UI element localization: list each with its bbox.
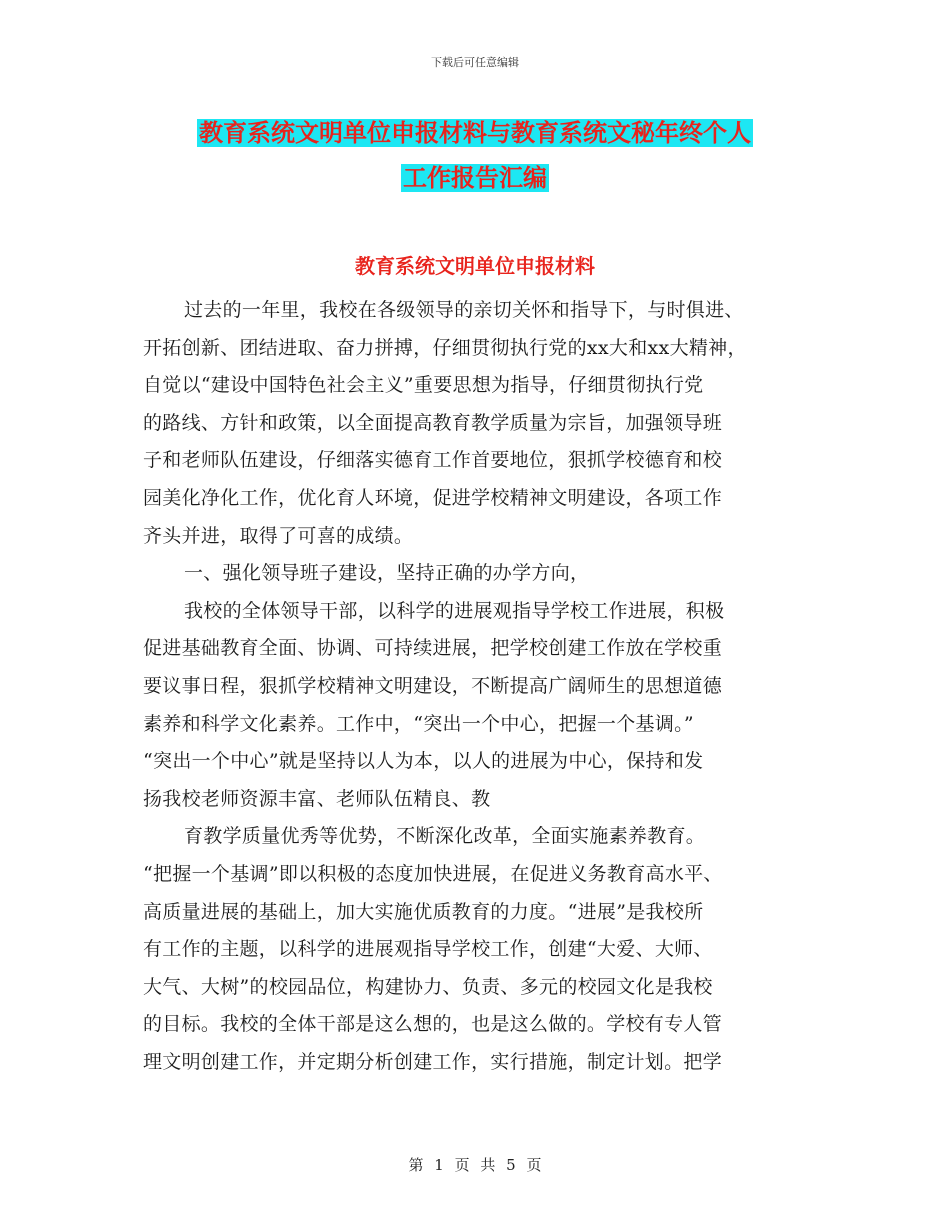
body-line: 过去的一年里，我校在各级领导的亲切关怀和指导下，与时俱进、 — [184, 299, 744, 321]
body-line: 子和老师队伍建设，仔细落实德育工作首要地位，狠抓学校德育和校 — [143, 449, 723, 472]
body-line: 园美化净化工作，优化育人环境，促进学校精神文明建设，各项工作 — [143, 486, 723, 509]
body-line: 的目标。我校的全体干部是这么想的，也是这么做的。学校有专人管 — [143, 1013, 723, 1036]
body-line: 素养和科学文化素养。工作中，“突出一个中心，把握一个基调。” — [143, 712, 694, 735]
body-line: 自觉以“建设中国特色社会主义”重要思想为指导，仔细贯彻执行党 — [143, 374, 704, 397]
header-note: 下载后可任意编辑 — [431, 56, 519, 69]
body-line: 一、强化领导班子建设，坚持正确的办学方向， — [184, 562, 590, 585]
document-title-line-2 — [0, 158, 950, 193]
document-title-line-1-text: 教育系统文明单位申报材料与教育系统文秘年终个人 — [199, 119, 751, 147]
document-title-line-2-text: 工作报告汇编 — [403, 164, 547, 192]
body-line: 开拓创新、团结进取、奋力拼搏，仔细贯彻执行党的xx大和xx大精神， — [143, 336, 747, 359]
body-line: 要议事日程，狠抓学校精神文明建设，不断提高广阔师生的思想道德 — [143, 674, 723, 697]
body-line: 有工作的主题，以科学的进展观指导学校工作，创建“大爱、大师、 — [143, 938, 713, 961]
body-line: 的路线、方针和政策，以全面提高教育教学质量为宗旨，加强领导班 — [143, 411, 723, 434]
body-line: “把握一个基调”即以积极的态度加快进展，在促进义务教育高水平、 — [143, 862, 723, 885]
body-line: 育教学质量优秀等优势，不断深化改革，全面实施素养教育。 — [184, 825, 706, 848]
body-line: 扬我校老师资源丰富、老师队伍精良、教 — [143, 787, 491, 810]
body-line: 大气、大树”的校园品位，构建协力、负责、多元的校园文化是我校 — [143, 975, 713, 998]
body-line: 齐头并进，取得了可喜的成绩。 — [143, 524, 414, 547]
body-line: 理文明创建工作，并定期分析创建工作，实行措施，制定计划。把学 — [143, 1050, 723, 1073]
section-title: 教育系统文明单位申报材料 — [355, 254, 595, 278]
body-line: 我校的全体领导干部，以科学的进展观指导学校工作进展，积极 — [184, 599, 725, 622]
body-line: 促进基础教育全面、协调、可持续进展，把学校创建工作放在学校重 — [143, 637, 723, 660]
document-title-line-1 — [0, 113, 950, 148]
body-line: 高质量进展的基础上，加大实施优质教育的力度。“进展”是我校所 — [143, 900, 704, 923]
page-footer: 第 1 页 共 5 页 — [408, 1156, 542, 1174]
body-text — [143, 292, 843, 1081]
body-line: “突出一个中心”就是坚持以人为本，以人的进展为中心，保持和发 — [143, 750, 704, 773]
